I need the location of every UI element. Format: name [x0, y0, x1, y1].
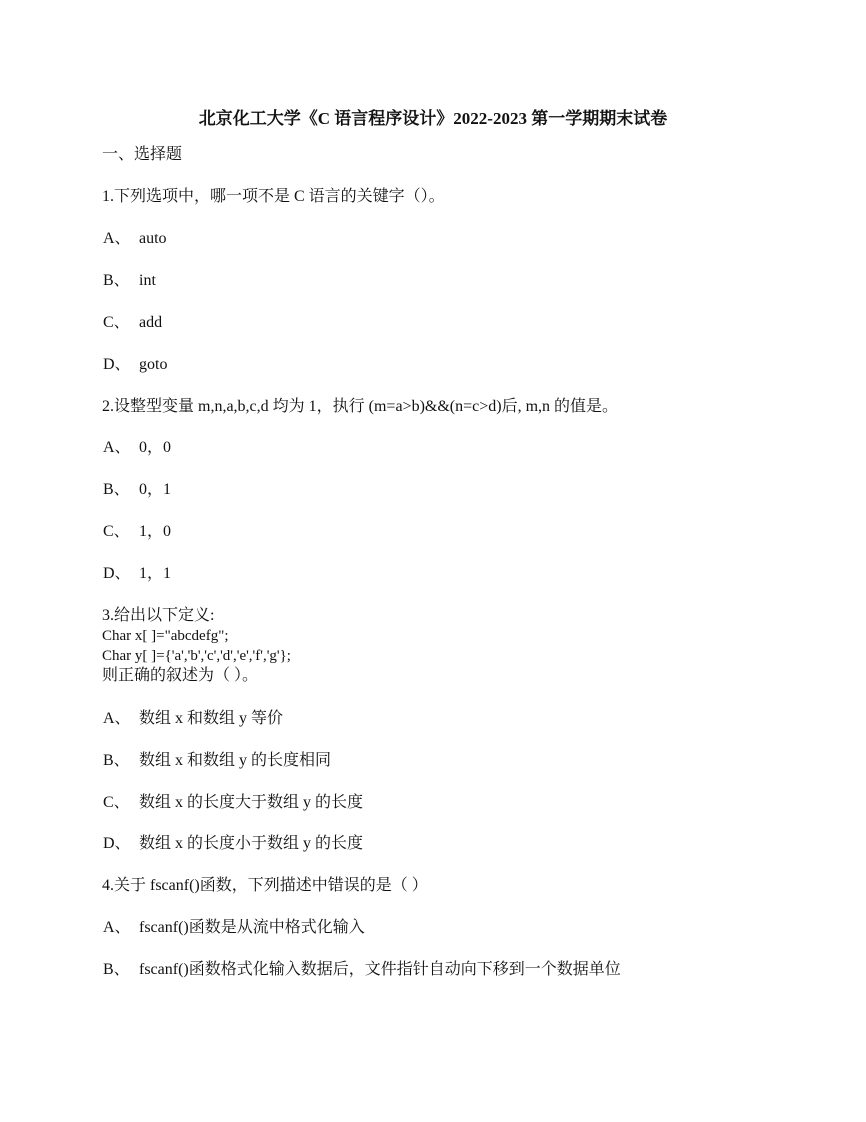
- question-4-stem: 4.关于 fscanf()函数，下列描述中错误的是（ ）: [102, 877, 428, 894]
- question-3-stem: 3.给出以下定义:: [102, 607, 215, 624]
- question-3-stem-end: 则正确的叙述为（ ）。: [102, 667, 259, 684]
- question-4-option-a: [103, 918, 365, 938]
- option-label: A、: [103, 710, 131, 727]
- question-3-option-b: [103, 751, 331, 771]
- option-text: 1，0: [139, 523, 172, 540]
- option-label: C、: [103, 794, 130, 811]
- option-label: D、: [103, 565, 131, 582]
- option-label: B、: [103, 272, 130, 289]
- question-3-option-c: [103, 793, 363, 813]
- option-text: 0，0: [139, 439, 172, 456]
- option-text: 数组 x 的长度大于数组 y 的长度: [139, 794, 364, 811]
- option-text: 数组 x 的长度小于数组 y 的长度: [139, 835, 364, 852]
- option-text: auto: [139, 230, 167, 247]
- option-label: C、: [103, 523, 130, 540]
- question-2-stem: 2.设整型变量 m,n,a,b,c,d 均为 1，执行 (m=a>b)&&(n=c>d)后, m,n 的值是。: [102, 398, 619, 415]
- option-text: fscanf()函数是从流中格式化输入: [139, 919, 365, 936]
- question-3-option-d: [103, 834, 363, 854]
- option-label: B、: [103, 481, 130, 498]
- option-text: 数组 x 和数组 y 等价: [139, 710, 284, 727]
- question-3-option-a: [103, 709, 283, 729]
- option-label: C、: [103, 314, 130, 331]
- option-label: A、: [103, 230, 131, 247]
- question-2-option-b: [103, 480, 171, 500]
- option-text: 数组 x 和数组 y 的长度相同: [139, 752, 332, 769]
- question-2-option-c: [103, 522, 171, 542]
- question-4-option-b: [103, 960, 621, 980]
- option-text: 0，1: [139, 481, 172, 498]
- question-1-stem: 1.下列选项中，哪一项不是 C 语言的关键字（）。: [102, 188, 445, 205]
- option-label: B、: [103, 752, 130, 769]
- question-2-option-d: [103, 564, 171, 584]
- question-1-option-a: [103, 229, 167, 249]
- question-1-option-c: [103, 313, 162, 333]
- option-label: A、: [103, 919, 131, 936]
- question-2-option-a: [103, 438, 171, 458]
- option-label: D、: [103, 835, 131, 852]
- section-heading: 一、选择题: [102, 146, 183, 163]
- option-label: B、: [103, 961, 130, 978]
- option-text: fscanf()函数格式化输入数据后，文件指针自动向下移到一个数据单位: [139, 961, 621, 978]
- option-text: add: [139, 314, 163, 331]
- question-3-code-line: Char y[ ]={'a','b','c','d','e','f','g'};: [102, 648, 291, 664]
- question-1-option-b: [103, 271, 156, 291]
- option-text: goto: [139, 356, 168, 373]
- question-1-option-d: [103, 355, 167, 375]
- option-text: int: [139, 272, 156, 289]
- option-label: D、: [103, 356, 131, 373]
- option-label: A、: [103, 439, 131, 456]
- option-text: 1，1: [139, 565, 172, 582]
- question-3-code-line: Char x[ ]="abcdefg";: [102, 628, 229, 644]
- page-title: 北京化工大学《C 语言程序设计》2022-2023 第一学期期末试卷: [198, 109, 668, 128]
